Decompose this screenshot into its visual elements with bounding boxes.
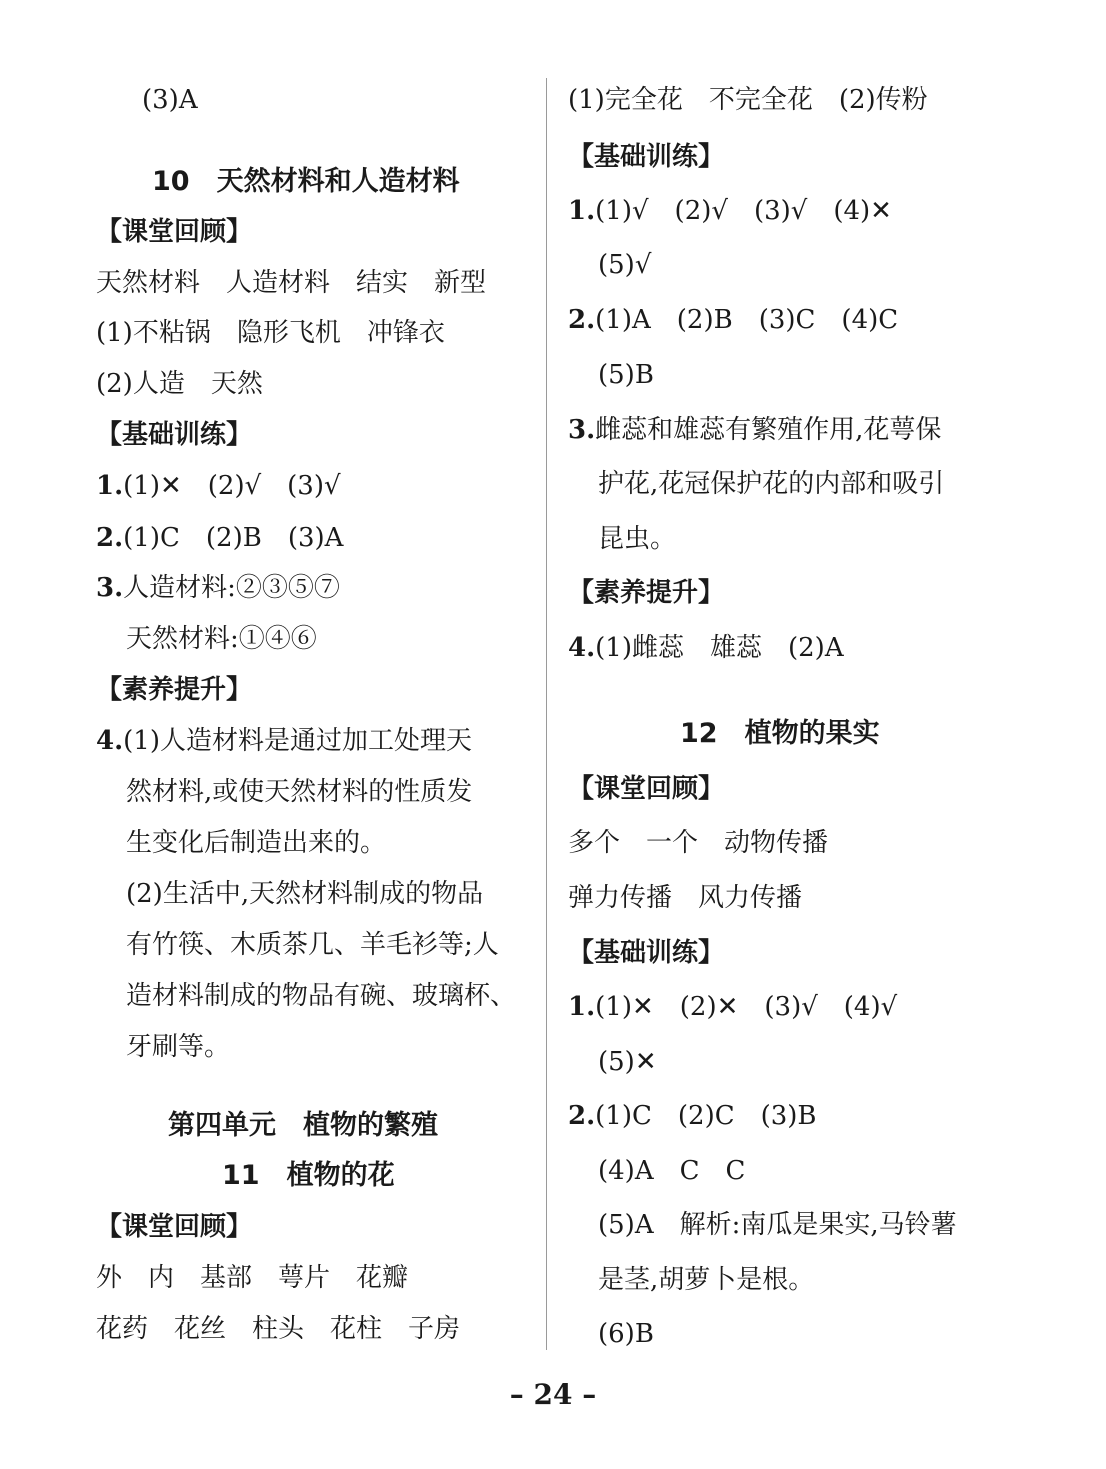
- question-number: 2.: [568, 1101, 596, 1131]
- answer-line: [568, 410, 941, 450]
- answer-line: (5)B: [598, 360, 654, 390]
- answer-line: [568, 628, 844, 668]
- section-heading: 【基础训练】: [568, 142, 725, 172]
- question-number: 2.: [568, 305, 596, 335]
- answer-line: (1)不粘锅 隐形飞机 冲锋衣: [96, 318, 445, 348]
- answer-line: 然材料,或使天然材料的性质发: [126, 777, 473, 807]
- question-number: 4.: [568, 633, 596, 663]
- answer-line: [568, 191, 892, 231]
- answer-line: (4)A C C: [598, 1156, 746, 1186]
- answer-line: 有竹筷、木质茶几、羊毛衫等;人: [126, 930, 499, 960]
- question-number: 1.: [568, 196, 596, 226]
- answer-line: 多个 一个 动物传播: [568, 828, 829, 858]
- answer-line: 昆虫。: [598, 524, 677, 554]
- answer-line: (6)B: [598, 1319, 654, 1349]
- answer-text: (1)✕ (2)✕ (3)√ (4)√: [595, 992, 898, 1022]
- question-number: 3.: [96, 573, 124, 603]
- answer-line: 天然材料:①④⑥: [126, 624, 317, 654]
- answer-line: [96, 721, 472, 761]
- answer-line: 护花,花冠保护花的内部和吸引: [598, 469, 945, 499]
- answer-line: (5)✕: [598, 1047, 657, 1077]
- answer-line: [568, 300, 898, 340]
- answer-text: (1)雌蕊 雄蕊 (2)A: [595, 633, 844, 663]
- answer-line: (2)人造 天然: [96, 369, 263, 399]
- answer-line: 花药 花丝 柱头 花柱 子房: [96, 1314, 461, 1344]
- section-heading: 【基础训练】: [568, 938, 725, 968]
- answer-text: 人造材料:②③⑤⑦: [123, 573, 340, 603]
- answer-text: (1)✕ (2)√ (3)√: [123, 471, 341, 501]
- question-number: 4.: [96, 726, 124, 756]
- answer-line: [96, 568, 340, 608]
- answer-text: (1)C (2)B (3)A: [123, 523, 344, 553]
- answer-line: (3)A: [142, 85, 198, 115]
- answer-line: 天然材料 人造材料 结实 新型: [96, 268, 487, 298]
- answer-line: 外 内 基部 萼片 花瓣: [96, 1263, 409, 1293]
- lesson-title: 11 植物的花: [222, 1160, 395, 1191]
- question-number: 1.: [96, 471, 124, 501]
- section-heading: 【课堂回顾】: [568, 774, 725, 804]
- column-divider: [546, 78, 547, 1350]
- question-number: 1.: [568, 992, 596, 1022]
- answer-text: (1)C (2)C (3)B: [595, 1101, 817, 1131]
- answer-line: [96, 466, 341, 506]
- answer-text: (1)人造材料是通过加工处理天: [123, 726, 472, 756]
- answer-line: 是茎,胡萝卜是根。: [598, 1265, 815, 1295]
- answer-line: [568, 987, 897, 1027]
- lesson-title: 12 植物的果实: [680, 718, 880, 749]
- section-heading: 【素养提升】: [96, 675, 253, 705]
- page-number: – 24 –: [509, 1378, 597, 1411]
- answer-line: 造材料制成的物品有碗、玻璃杯、: [126, 981, 517, 1011]
- question-number: 3.: [568, 415, 596, 445]
- answer-text: (1)A (2)B (3)C (4)C: [595, 305, 899, 335]
- section-heading: 【课堂回顾】: [96, 217, 253, 247]
- answer-text: (1)√ (2)√ (3)√ (4)✕: [595, 196, 892, 226]
- answer-line: [96, 518, 343, 558]
- section-heading: 【基础训练】: [96, 420, 253, 450]
- answer-text: 雌蕊和雄蕊有繁殖作用,花萼保: [595, 415, 942, 445]
- lesson-title: 10 天然材料和人造材料: [152, 166, 460, 197]
- section-heading: 【素养提升】: [568, 578, 725, 608]
- answer-line: [568, 1096, 817, 1136]
- answer-line: (1)完全花 不完全花 (2)传粉: [568, 85, 928, 115]
- answer-line: 牙刷等。: [126, 1032, 231, 1062]
- unit-title: 第四单元 植物的繁殖: [168, 1110, 438, 1141]
- answer-line: 生变化后制造出来的。: [126, 828, 387, 858]
- answer-line: (5)A 解析:南瓜是果实,马铃薯: [598, 1210, 957, 1240]
- answer-line: (5)√: [598, 250, 652, 280]
- answer-line: 弹力传播 风力传播: [568, 883, 803, 913]
- answer-line: (2)生活中,天然材料制成的物品: [126, 879, 484, 909]
- question-number: 2.: [96, 523, 124, 553]
- section-heading: 【课堂回顾】: [96, 1212, 253, 1242]
